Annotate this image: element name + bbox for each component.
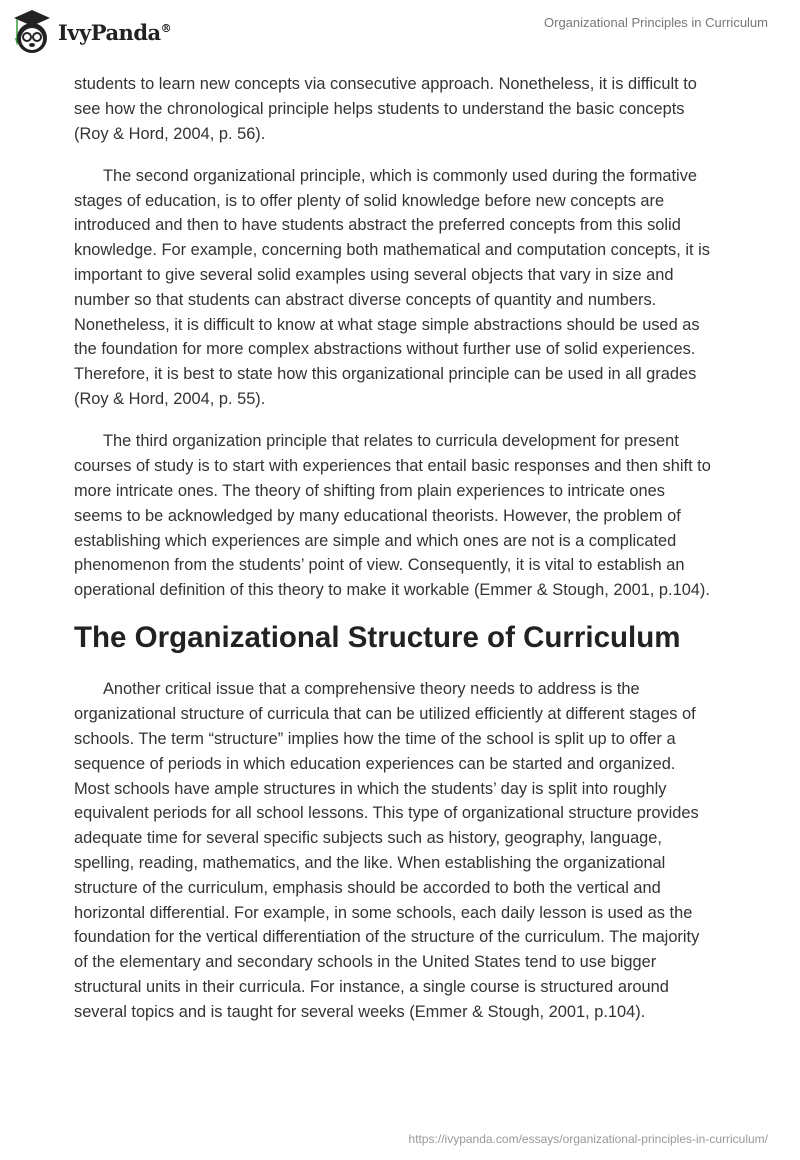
text-line: important to give several solid examples using several objects that vary in size and <box>74 266 674 285</box>
text-line: Another critical issue that a comprehensive theory needs to address is the <box>103 680 640 699</box>
text-line: students to learn new concepts via consecutive approach. Nonetheless, it is difficult to <box>74 75 697 93</box>
text-line: establishing which experiences are simple and which ones are not is a complicated <box>74 531 677 550</box>
text-line: adequate time for several specific subjects such as history, geography, language, <box>74 829 662 848</box>
essay-body <box>74 72 734 1042</box>
text-line: introduced and then to have students abstract the preferred concepts from this solid <box>74 216 681 235</box>
ivypanda-logo[interactable] <box>12 8 171 56</box>
brand-text: IvyPanda <box>58 19 161 45</box>
text-line: Therefore, it is best to state how this organizational principle can be used in all grades <box>74 365 697 384</box>
text-line: (Roy & Hord, 2004, p. 56). <box>74 124 266 143</box>
paragraph <box>74 72 734 146</box>
text-line: see how the chronological principle helps students to understand the basic concepts <box>74 99 685 118</box>
text-line: operational definition of this theory to make it workable (Emmer & Stough, 2001, p.104). <box>74 581 710 600</box>
text-line: courses of study is to start with experiences that entail basic responses and then shift to <box>74 457 711 476</box>
text-line: more intricate ones. The theory of shifting from plain experiences to intricate ones <box>74 481 665 500</box>
text-line: knowledge. For example, concerning both mathematical and computation concepts, it is <box>74 241 710 260</box>
text-line: number so that students can abstract diverse concepts of quantity and numbers. <box>74 290 657 309</box>
paragraph <box>74 164 734 412</box>
text-line: equivalent periods for all school lessons. This type of organizational structure provides <box>74 804 699 823</box>
registered-mark: ® <box>160 21 172 35</box>
text-line: the foundation for more complex abstractions without further use of solid experiences. <box>74 340 696 359</box>
text-line: Most schools have ample structures in which the students’ day is split into roughly <box>74 779 667 798</box>
brand-name <box>58 20 171 45</box>
text-line: organizational structure of curricula that can be utilized efficiently at different stages of <box>74 705 696 724</box>
document-title: Organizational Principles in Curriculum <box>544 15 768 30</box>
text-line: foundation for the vertical differentiation of the structure of the curriculum. The majority <box>74 928 700 947</box>
text-line: structure of the curriculum, emphasis should be accorded to both the vertical and <box>74 878 661 897</box>
text-line: The second organizational principle, which is commonly used during the formative <box>103 166 698 185</box>
paragraph <box>74 429 734 603</box>
paragraph <box>74 677 734 1024</box>
text-line: horizontal differential. For example, in some schools, each daily lesson is used as the <box>74 903 693 922</box>
source-url[interactable]: https://ivypanda.com/essays/organizational-principles-in-curriculum/ <box>408 1132 768 1146</box>
text-line: stages of education, is to offer plenty of solid knowledge before new concepts are <box>74 191 665 210</box>
text-line: spelling, reading, mathematics, and the like. When establishing the organizational <box>74 854 666 873</box>
text-line: sequence of periods in which education experiences can be started and organized. <box>74 754 676 773</box>
page-header <box>0 0 800 70</box>
text-line: (Roy & Hord, 2004, p. 55). <box>74 390 266 409</box>
text-line: phenomenon from the students’ point of view. Consequently, it is vital to establish an <box>74 556 685 575</box>
text-line: structural units in their curricula. For instance, a single course is structured around <box>74 978 669 996</box>
text-line: of the elementary and secondary schools in the United States tend to use bigger <box>74 953 657 972</box>
text-line: several topics and is taught for several weeks (Emmer & Stough, 2001, p.104). <box>74 1002 646 1021</box>
text-line: The third organization principle that relates to curricula development for present <box>103 432 679 451</box>
text-line: schools. The term “structure” implies how the time of the school is split up to offer a <box>74 730 676 749</box>
text-line: seems to be acknowledged by many educational theorists. However, the problem of <box>74 506 681 525</box>
panda-graduate-icon <box>12 8 52 56</box>
text-line: Nonetheless, it is difficult to know at what stage simple abstractions should be used as <box>74 315 700 334</box>
section-heading: The Organizational Structure of Curriculum <box>74 621 681 655</box>
